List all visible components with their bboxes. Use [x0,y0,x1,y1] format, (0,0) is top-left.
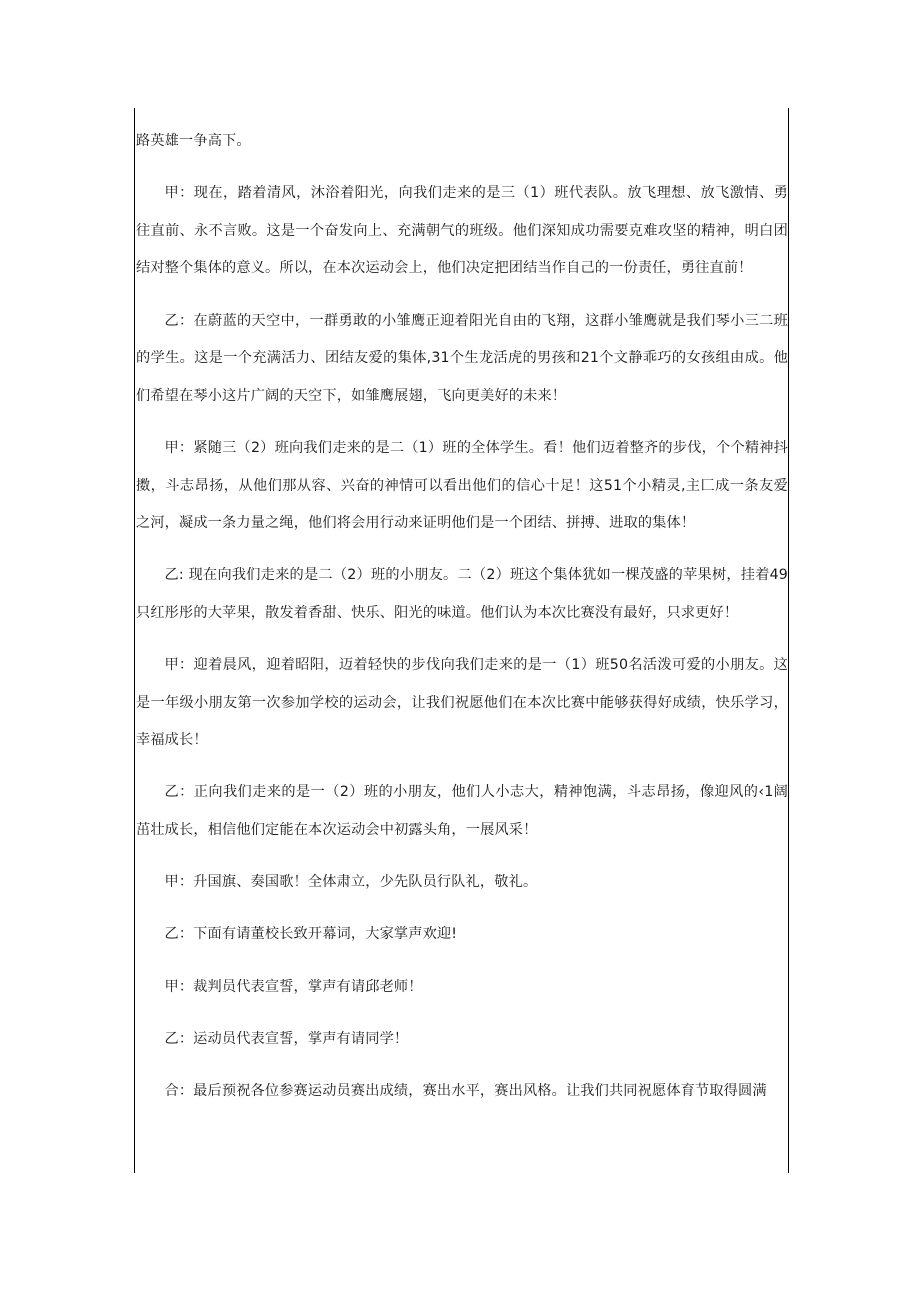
paragraph: 合：最后预祝各位参赛运动员赛出成绩，赛出水平，赛出风格。让我们共同祝愿体育节取得圆满 [164,1083,767,1099]
paragraph: 乙：在蔚蓝的天空中，一群勇敢的小雏鹰正迎着阳光自由的飞翔，这群小雏鹰就是我们琴小三二班的学生。这是一个充满活力、团结友爱的集体,31个生龙活虎的男孩和21个文静乖巧的女孩组由成。他们希望在琴小这片广阔的天空下，如雏鹰展翅，飞向更美好的未来！ [136,312,788,404]
right-margin-line [788,108,789,1173]
paragraph: 甲：升国旗、奏国歌！全体肃立，少先队员行队礼，敬礼。 [164,874,538,891]
paragraph: 甲：迎着晨风，迎着昭阳，迈着轻快的步伐向我们走来的是一（1）班50名活泼可爱的小朋友。这是一年级小朋友第一次参加学校的运动会，让我们祝愿他们在本次比赛中能够获得好成绩，快乐学习，幸福成长！ [136,657,788,749]
paragraph: 甲：现在，踏着清风，沐浴着阳光，向我们走来的是三（1）班代表队。放飞理想、放飞激情、勇往直前、永不言败。这是一个奋发向上、充满朝气的班级。他们深知成功需要克难攻坚的精神，明白团结对整个集体的意义。所以，在本次运动会上，他们决定把团结当作自己的一份责任，勇往直前！ [136,185,788,277]
paragraph: 路英雄一争高下。 [136,133,251,149]
paragraph: 甲：裁判员代表宣誓，掌声有请邱老师！ [164,978,423,995]
document-body [136,123,788,1111]
paragraph: 乙：正向我们走来的是一（2）班的小朋友，他们人小志大，精神饱满，斗志昂扬，像迎风的‹1阔茁壮成长，相信他们定能在本次运动会中初露头角，一展风采！ [136,784,788,839]
paragraph: 乙：运动员代表宣誓，掌声有请同学！ [164,1030,409,1047]
paragraph: 甲：紧随三（2）班向我们走来的是二（1）班的全体学生。看！他们迈着整齐的步伐，个个精神抖擞，斗志昂扬，从他们那从容、兴奋的神情可以看出他们的信心十足！这51个小精灵,主匚成一条友爱之河，凝成一条力量之绳，他们将会用行动来证明他们是一个团结、拼搏、进取的集体！ [136,439,788,532]
paragraph: 乙：下面有请董校长致开幕词，大家掌声欢迎! [164,926,458,943]
left-margin-line [134,108,135,1173]
paragraph: 乙: 现在向我们走来的是二（2）班的小朋友。二（2）班这个集体犹如一棵茂盛的苹果树，挂着49只红彤彤的大苹果，散发着香甜、快乐、阳光的味道。他们认为本次比赛没有最好，只求更好！ [136,567,788,621]
